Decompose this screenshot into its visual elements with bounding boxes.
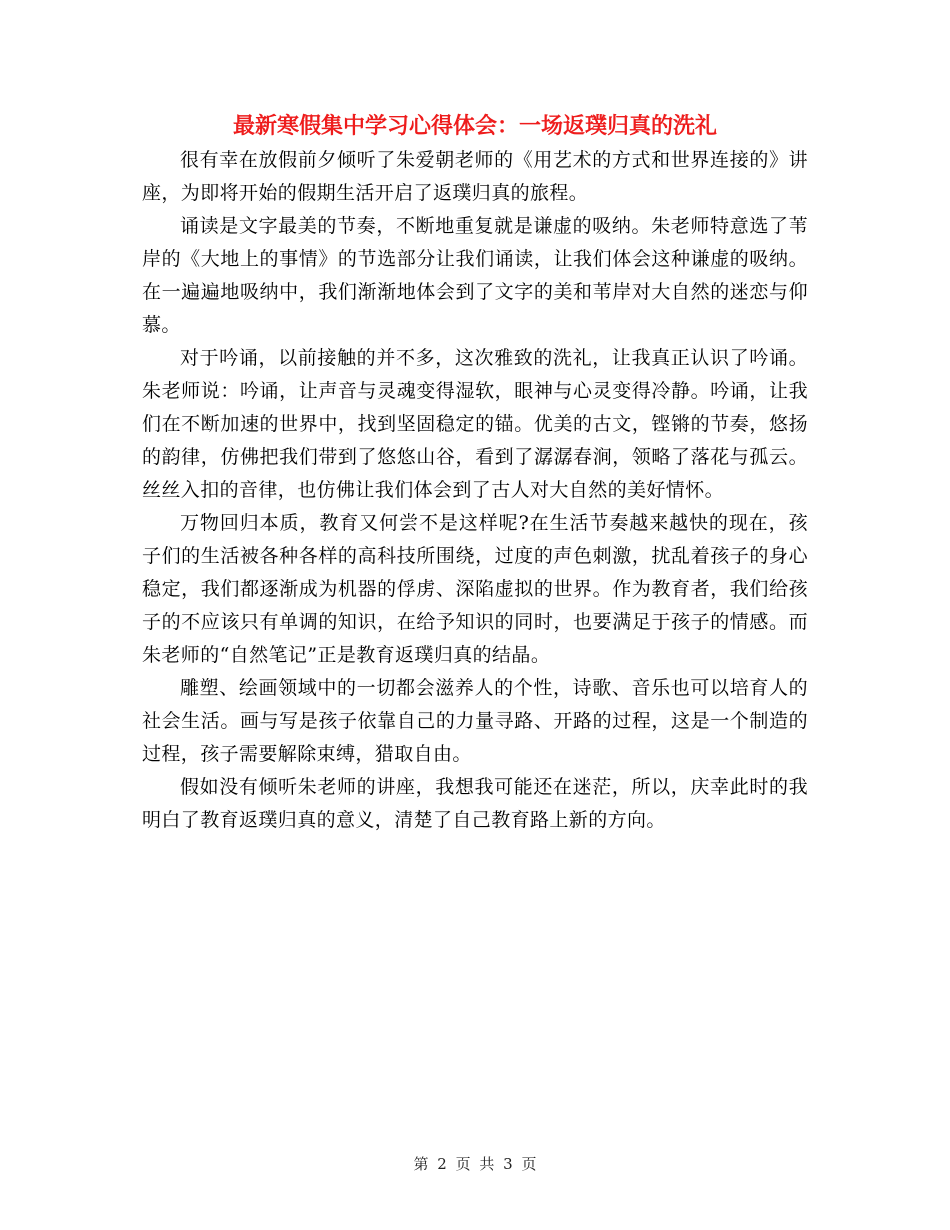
paragraph: 诵读是文字最美的节奏，不断地重复就是谦虚的吸纳。朱老师特意选了苇岸的《大地上的事情》的节选部分让我们诵读，让我们体会这种谦虚的吸纳。在一遍遍地吸纳中，我们渐渐地体会到了文字的美和苇岸对大自然的迷恋与仰慕。 (142, 215, 808, 336)
document-title: 最新寒假集中学习心得体会：一场返璞归真的洗礼 (232, 113, 717, 139)
document-body (142, 144, 808, 837)
paragraph: 雕塑、绘画领域中的一切都会滋养人的个性，诗歌、音乐也可以培育人的社会生活。画与写是孩子依靠自己的力量寻路、开路的过程，这是一个制造的过程，孩子需要解除束缚，猎取自由。 (142, 677, 808, 765)
paragraph: 万物回归本质，教育又何尝不是这样呢?在生活节奏越来越快的现在，孩子们的生活被各种各样的高科技所围绕，过度的声色刺激，扰乱着孩子的身心稳定，我们都逐渐成为机器的俘虏、深陷虚拟的世界。作为教育者，我们给孩子的不应该只有单调的知识，在给予知识的同时，也要满足于孩子的情感。而朱老师的“自然笔记”正是教育返璞归真的结晶。 (142, 512, 808, 666)
paragraph: 对于吟诵，以前接触的并不多，这次雅致的洗礼，让我真正认识了吟诵。朱老师说：吟诵，让声音与灵魂变得湿软，眼神与心灵变得冷静。吟诵，让我们在不断加速的世界中，找到坚固稳定的锚。优美的古文，铿锵的节奏，悠扬的韵律，仿佛把我们带到了悠悠山谷，看到了潺潺春涧，领略了落花与孤云。丝丝入扣的音律，也仿佛让我们体会到了古人对大自然的美好情怀。 (142, 347, 808, 501)
page-number-footer: 第 2 页 共 3 页 (413, 1155, 537, 1173)
paragraph: 假如没有倾听朱老师的讲座，我想我可能还在迷茫，所以，庆幸此时的我明白了教育返璞归真的意义，清楚了自己教育路上新的方向。 (142, 776, 808, 831)
paragraph: 很有幸在放假前夕倾听了朱爱朝老师的《用艺术的方式和世界连接的》讲座，为即将开始的假期生活开启了返璞归真的旅程。 (142, 149, 808, 204)
